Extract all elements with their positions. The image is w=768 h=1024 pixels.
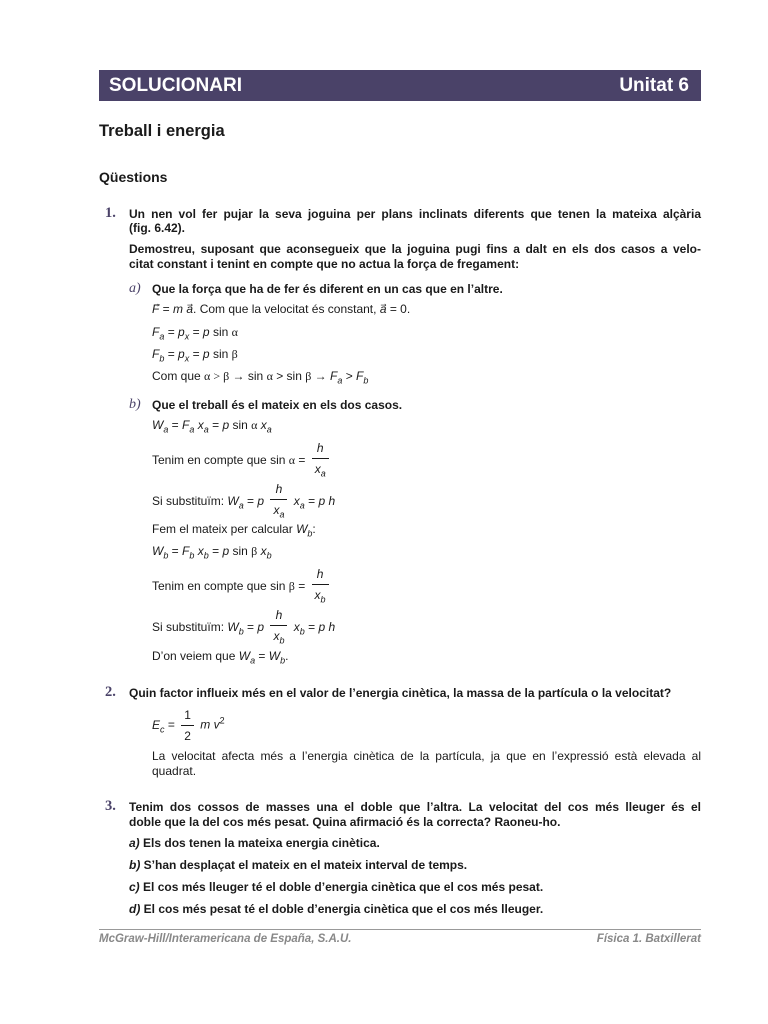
question-3-text-2: doble que la del cos més pesat. Quina afirmació és la correcta? Raoneu-ho. (129, 815, 561, 829)
force-comparison: Com que $\alpha > \beta \to \sin \alpha > \sin \beta \to F_a > F_b$ (152, 369, 369, 386)
option-a: a) Els dos tenen la mateixa energia cinètica. (129, 836, 380, 850)
work-conclusion: D’on veiem que $W_a = W_b$. (152, 649, 289, 666)
work-b-substitution: Si substituïm: $W_b = p$ $\frac{h}{x_b}$ $x_b = p$ h (152, 607, 335, 648)
sin-alpha-relation: Tenim en compte que sin α = $\frac{h}{x_a}$ (152, 440, 332, 481)
option-c-label: c) (129, 880, 140, 894)
newton-law-line: F⃗ = m a. Com que la velocitat és constant, a = 0. (152, 302, 411, 316)
footer-book-title: Física 1. Batxillerat (596, 933, 701, 945)
option-d-label: d) (129, 902, 141, 916)
section-heading: Qüestions (99, 169, 168, 185)
force-b-equation: $F_b = p_x = p$ sin β (152, 347, 238, 364)
part-b-text: Que el treball és el mateix en els dos casos. (152, 398, 403, 412)
question-3-number: 3. (105, 798, 116, 814)
kinetic-energy-formula: $E_c$ = $\frac{1}{2}$ m $v^2$ (152, 708, 225, 743)
sin-beta-relation: Tenim en compte que sin β = $\frac{h}{x_b}$ (152, 566, 332, 607)
work-b-intro: Fem el mateix per calcular $W_b$: (152, 522, 316, 539)
question-1-instruction-2: citat constant i tenint en compte que no actua la força de fregament: (129, 257, 520, 271)
force-a-equation: $F_a = p_x = p$ sin α (152, 325, 238, 342)
footer-rule (99, 929, 701, 930)
question-2-answer-2: quadrat. (152, 764, 197, 778)
option-b: b) S’han desplaçat el mateix en el mateix interval de temps. (129, 858, 468, 872)
part-a-label: a) (129, 281, 141, 296)
question-1-text: Un nen vol fer pujar la seva joguina per plans inclinats diferents que tenen la mateixa alçària (129, 207, 701, 221)
question-1-number: 1. (105, 205, 116, 221)
question-2-number: 2. (105, 684, 116, 700)
part-b-label: b) (129, 397, 141, 412)
work-b-equation: $W_b = F_b$ $x_b = p$ sin β $x_b$ (152, 544, 272, 561)
header-solucionari: SOLUCIONARI (109, 74, 242, 96)
option-d: d) El cos més pesat té el doble d’energia cinètica que el cos més lleuger. (129, 902, 544, 916)
question-3-text: Tenim dos cossos de masses una el doble que l’altra. La velocitat del cos més lleuger és el (129, 800, 701, 814)
header-banner (99, 70, 701, 101)
question-2-answer: La velocitat afecta més a l’energia cinètica de la partícula, ja que en l’expressió està elevada al (152, 749, 701, 763)
page-title: Treball i energia (99, 122, 225, 140)
question-2-text: Quin factor influeix més en el valor de l’energia cinètica, la massa de la partícula o la velocitat? (129, 686, 672, 700)
work-a-substitution: Si substituïm: $W_a = p$ $\frac{h}{x_a}$ $x_a = p$ h (152, 481, 335, 522)
option-b-label: b) (129, 858, 141, 872)
option-a-label: a) (129, 836, 140, 850)
header-unit: Unitat 6 (619, 74, 689, 96)
question-1-text-2: (fig. 6.42). (129, 221, 186, 235)
question-1-instruction: Demostreu, suposant que aconsegueix que la joguina pugi fins a dalt en els dos casos a velo- (129, 242, 701, 256)
part-a-text: Que la força que ha de fer és diferent en un cas que en l’altre. (152, 282, 503, 296)
work-a-equation: $W_a = F_a$ $x_a = p$ sin α $x_a$ (152, 418, 272, 435)
footer-publisher: McGraw-Hill/Interamericana de España, S.A.U. (99, 933, 352, 945)
option-c: c) El cos més lleuger té el doble d’energia cinètica que el cos més pesat. (129, 880, 544, 894)
